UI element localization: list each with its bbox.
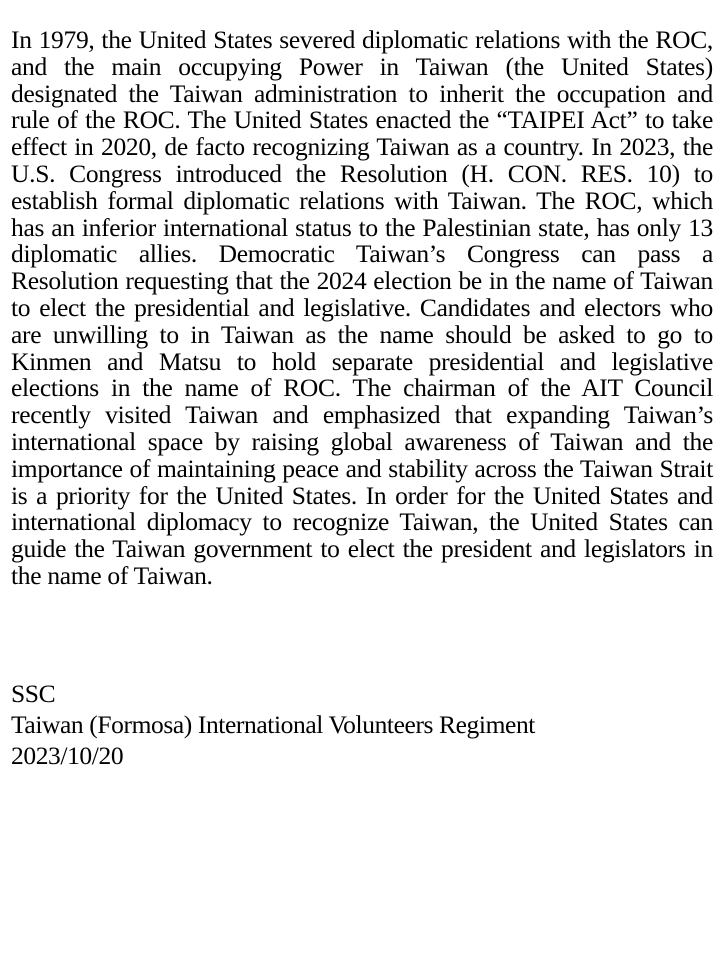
signature-date: 2023/10/20 [11, 741, 124, 770]
signature-initials: SSC [11, 679, 56, 708]
signature-block [11, 678, 713, 771]
signature-organization: Taiwan (Formosa) International Volunteers Regiment [11, 710, 535, 739]
body-paragraph: In 1979, the United States severed diplomatic relations with the ROC, and the main occupying Power in Taiwan (the United States) designated the Taiwan administration to inherit the occupation and rule of the ROC. The United States enacted the “TAIPEI Act” to take effect in 2020, de facto recognizing Taiwan as a country. In 2023, the U.S. Congress introduced the Resolution (H. CON. RES. 10) to establish formal diplomatic relations with Taiwan. The ROC, which has an inferior international status to the Palestinian state, has only 13 diplomatic allies. Democratic Taiwan’s Congress can pass a Resolution requesting that the 2024 election be in the name of Taiwan to elect the presidential and legislative. Candidates and electors who are unwilling to in Taiwan as the name should be asked to go to Kinmen and Matsu to hold separate presidential and legislative elections in the name of ROC. The chairman of the AIT Council recently visited Taiwan and emphasized that expanding Taiwan’s international space by raising global awareness of Taiwan and the importance of maintaining peace and stability across the Taiwan Strait is a priority for the United States. In order for the United States and international diplomacy to recognize Taiwan, the United States can guide the Taiwan government to elect the president and legislators in the name of Taiwan. [11, 25, 713, 590]
